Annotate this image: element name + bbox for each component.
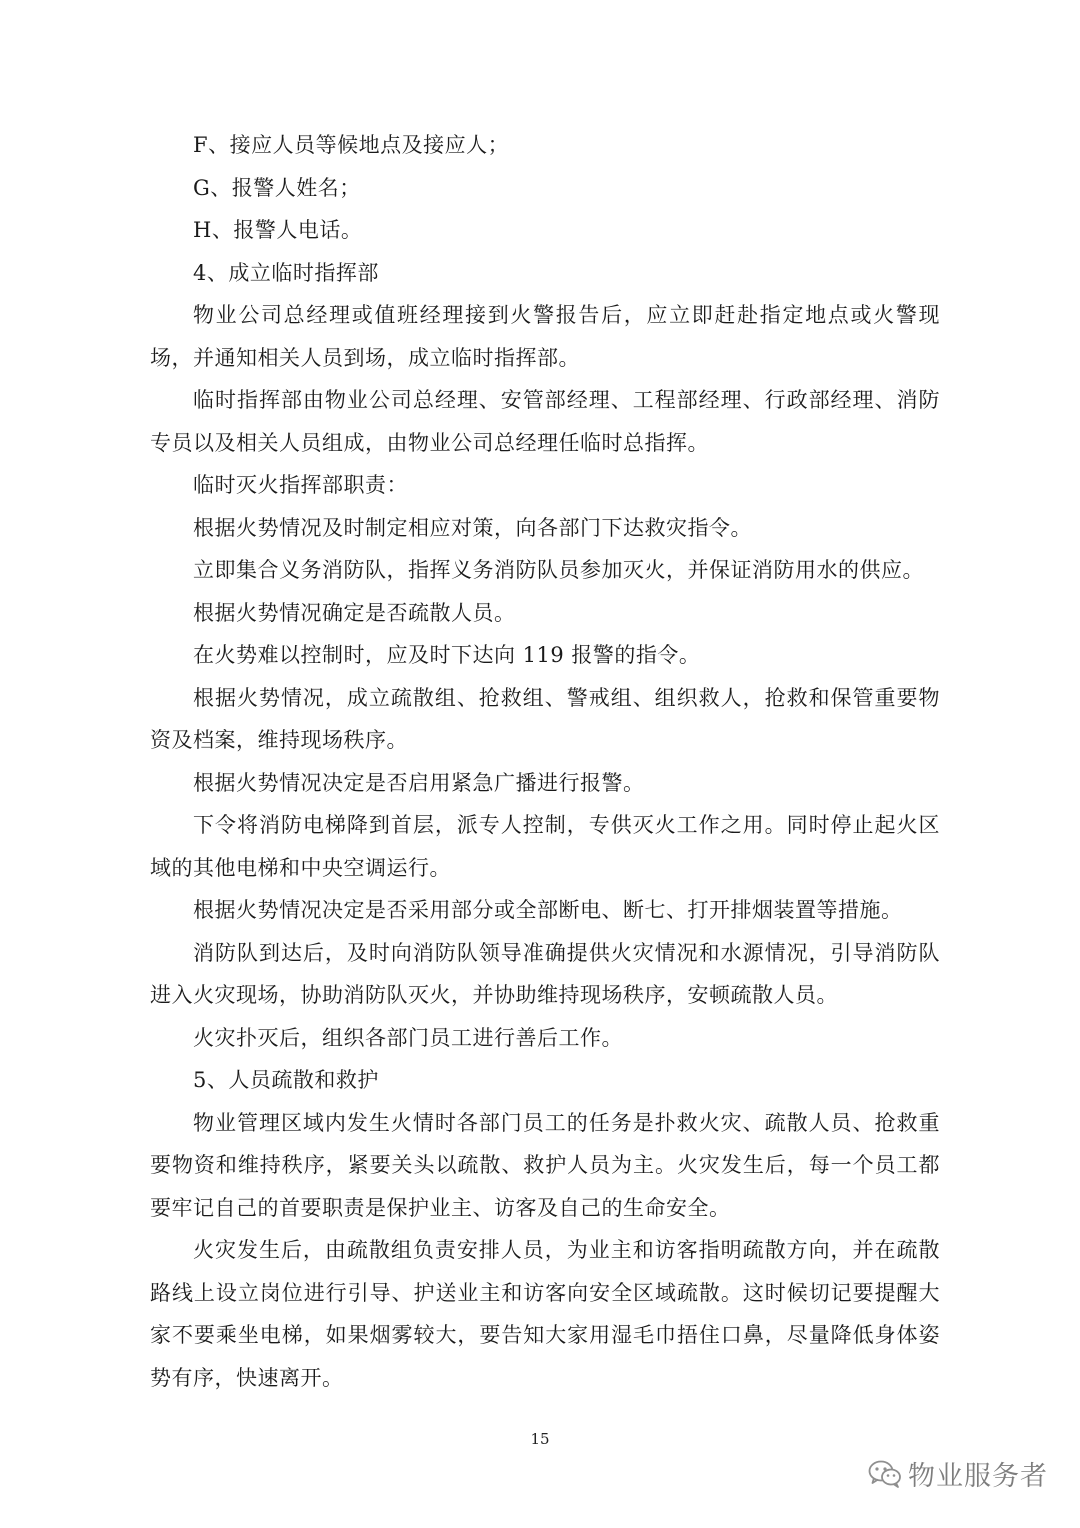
paragraph: 物业管理区域内发生火情时各部门员工的任务是扑救火灾、疏散人员、抢救重要物资和维持秩序，紧要关头以疏散、救护人员为主。火灾发生后，每一个员工都要牢记自己的首要职责是保护业主、访客及自己的生命安全。 (150, 1110, 940, 1220)
paragraph: 根据火势情况决定是否启用紧急广播进行报警。 (193, 770, 645, 795)
paragraph: 立即集合义务消防队，指挥义务消防队员参加灭火，并保证消防用水的供应。 (193, 558, 924, 582)
document-body (150, 124, 940, 1399)
paragraph: 临时指挥部由物业公司总经理、安管部经理、工程部经理、行政部经理、消防专员以及相关人员组成，由物业公司总经理任临时总指挥。 (150, 388, 940, 455)
paragraph: 根据火势情况确定是否疏散人员。 (193, 600, 516, 625)
paragraph: 根据火势情况及时制定相应对策，向各部门下达救灾指令。 (193, 515, 752, 540)
paragraph: 火灾扑灭后，组织各部门员工进行善后工作。 (193, 1025, 623, 1050)
section-heading: 4、成立临时指挥部 (193, 260, 379, 285)
paragraph: 消防队到达后，及时向消防队领导准确提供火灾情况和水源情况，引导消防队进入火灾现场，协助消防队灭火，并协助维持现场秩序，安顿疏散人员。 (150, 940, 940, 1007)
paragraph: 根据火势情况决定是否采用部分或全部断电、断七、打开排烟装置等措施。 (193, 898, 903, 922)
paragraph: 根据火势情况，成立疏散组、抢救组、警戒组、组织救人，抢救和保管重要物资及档案，维持现场秩序。 (150, 685, 940, 752)
paragraph: G、报警人姓名； (193, 175, 361, 200)
paragraph: 下令将消防电梯降到首层，派专人控制，专供灭火工作之用。同时停止起火区域的其他电梯和中央空调运行。 (150, 813, 940, 880)
section-heading: 5、人员疏散和救护 (193, 1068, 379, 1092)
paragraph: 火灾发生后，由疏散组负责安排人员，为业主和访客指明疏散方向，并在疏散路线上设立岗位进行引导、护送业主和访客向安全区域疏散。这时候切记要提醒大家不要乘坐电梯，如果烟雾较大，要告知大家用湿毛巾捂住口鼻，尽量降低身体姿势有序，快速离开。 (150, 1238, 940, 1390)
watermark-text: 物业服务者 (908, 1461, 1048, 1492)
watermark (868, 1454, 1048, 1493)
paragraph: F、接应人员等候地点及接应人； (193, 133, 510, 157)
paragraph: 临时灭火指挥部职责： (193, 473, 408, 497)
page-number: 15 (530, 1430, 550, 1448)
paragraph: 物业公司总经理或值班经理接到火警报告后，应立即赶赴指定地点或火警现场，并通知相关人员到场，成立临时指挥部。 (150, 303, 940, 370)
paragraph: H、报警人电话。 (193, 218, 363, 242)
wechat-icon (868, 1459, 902, 1489)
paragraph: 在火势难以控制时，应及时下达向 119 报警的指令。 (193, 643, 701, 667)
